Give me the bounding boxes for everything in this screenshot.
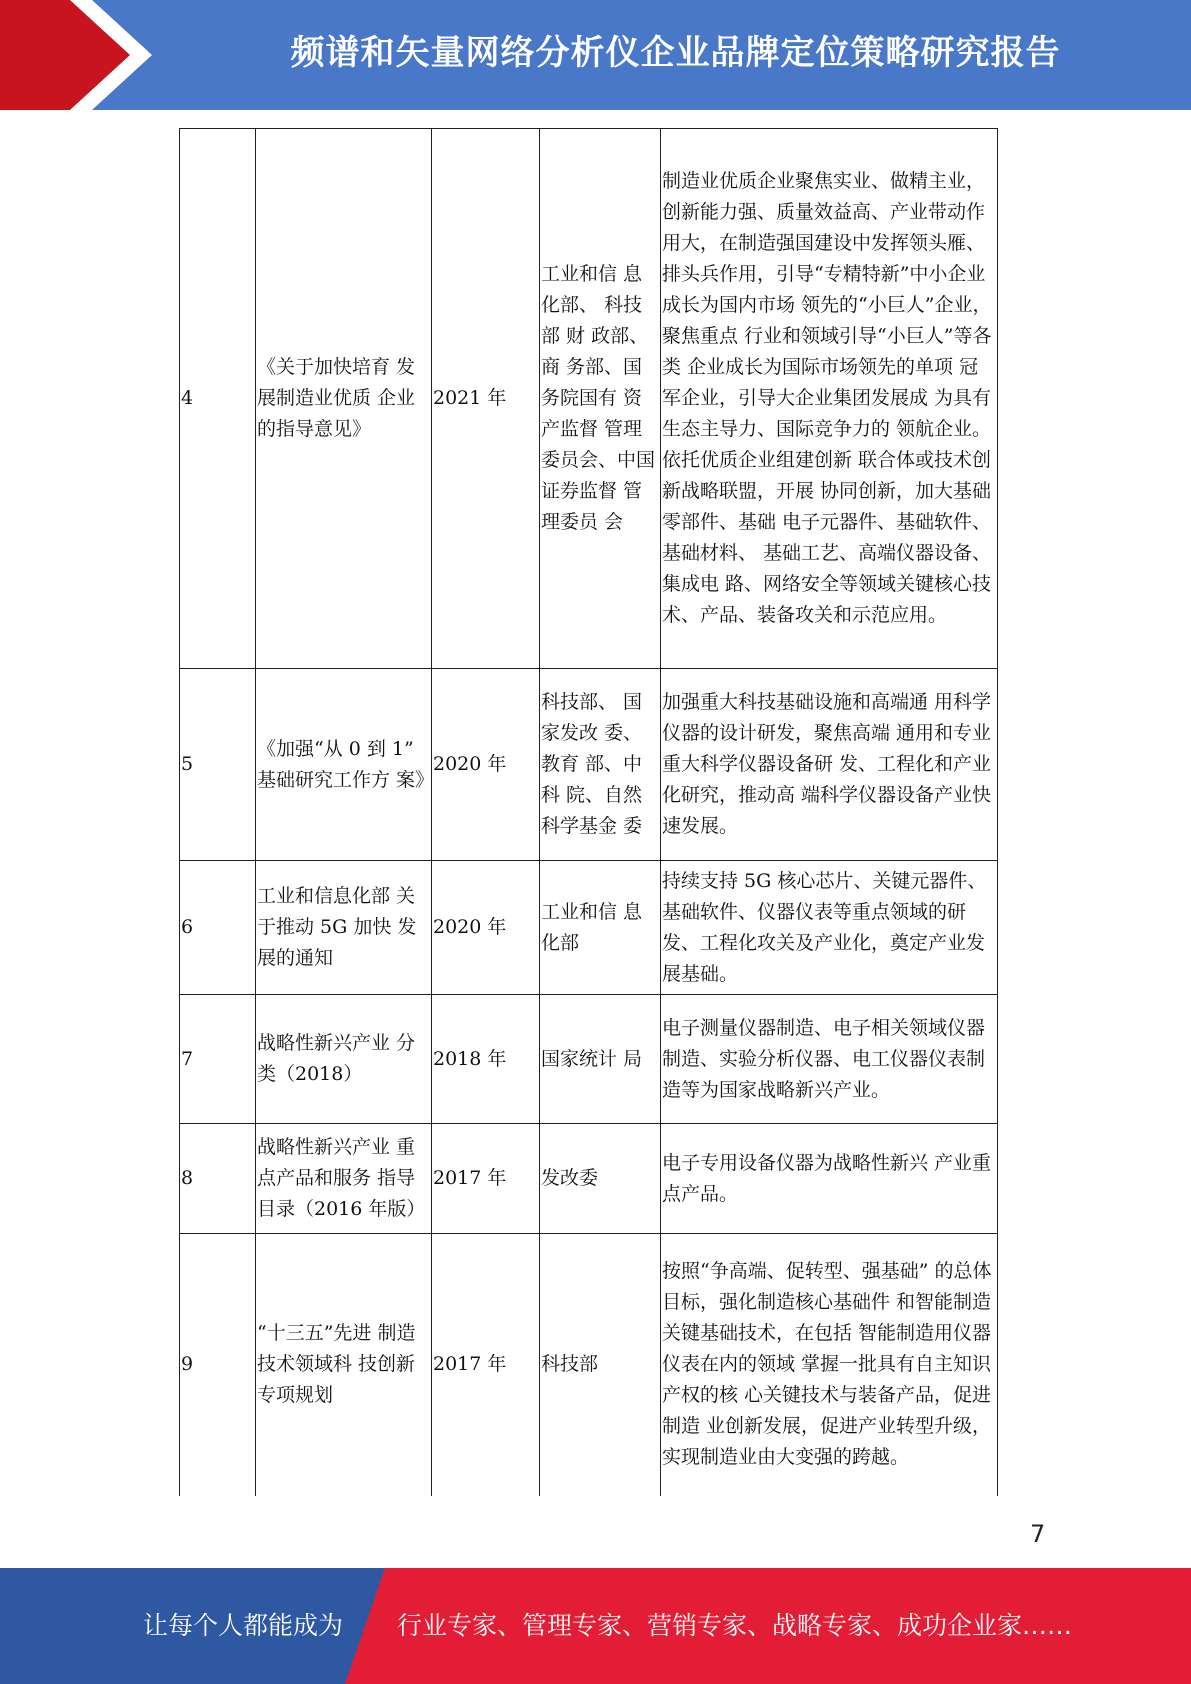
policy-name: 战略性新兴产业 分类（2018） — [256, 995, 432, 1124]
row-number: 4 — [180, 129, 256, 669]
table-row — [180, 669, 998, 861]
issuing-department: 科技部 — [540, 1234, 661, 1496]
policy-content: 加强重大科技基础设施和高端通 用科学仪器的设计研发，聚焦高端 通用和专业重大科学仪器设备研 发、工程化和产业化研究，推动高 端科学仪器设备产业快速发展。 — [661, 669, 998, 861]
issuing-department: 国家统计 局 — [540, 995, 661, 1124]
policy-year: 2021 年 — [432, 129, 540, 669]
policy-content: 按照“争高端、促转型、强基础” 的总体目标，强化制造核心基础件 和智能制造关键基础技术，在包括 智能制造用仪器仪表在内的领域 掌握一批具有自主知识产权的核 心关键技术与装备产品，促进制造 业创新发展，促进产业转型升级， 实现制造业由大变强的跨越。 — [661, 1234, 998, 1496]
policy-year: 2020 年 — [432, 861, 540, 995]
policy-year: 2018 年 — [432, 995, 540, 1124]
policy-year: 2017 年 — [432, 1124, 540, 1234]
issuing-department: 发改委 — [540, 1124, 661, 1234]
policy-content: 电子专用设备仪器为战略性新兴 产业重点产品。 — [661, 1124, 998, 1234]
policy-name: “十三五”先进 制造技术领域科 技创新专项规划 — [256, 1234, 432, 1496]
table-row — [180, 995, 998, 1124]
table-row — [180, 1124, 998, 1234]
issuing-department: 工业和信 息化部、 科技部 财 政部、商 务部、国 务院国有 资产监督 管理委员会、中国 证券监督 管理委员 会 — [540, 129, 661, 669]
policy-content: 制造业优质企业聚焦实业、做精主业，创新能力强、质量效益高、产业带动作用大，在制造强国建设中发挥领头雁、排头兵作用，引导“专精特新”中小企业成长为国内市场 领先的“小巨人”企业，聚焦重点 行业和领域引导“小巨人”等各类 企业成长为国际市场领先的单项 冠军企业，引导大企业集团发展成 为具有生态主导力、国际竞争力的 领航企业。依托优质企业组建创新 联合体或技术创新战略联盟，开展 协同创新，加大基础零部件、基础 电子元器件、基础软件、基础材料、 基础工艺、高端仪器设备、集成电 路、网络安全等领域关键核心技 术、产品、装备攻关和示范应用。 — [661, 129, 998, 669]
policy-name: 《关于加快培育 发展制造业优质 企业的指导意见》 — [256, 129, 432, 669]
policy-name: 《加强“从 0 到 1” 基础研究工作方 案》 — [256, 669, 432, 861]
issuing-department: 工业和信 息化部 — [540, 861, 661, 995]
row-number: 9 — [180, 1234, 256, 1496]
footer-slogan-right: 行业专家、管理专家、营销专家、战略专家、成功企业家…… — [397, 1611, 1073, 1640]
policy-content: 电子测量仪器制造、电子相关领域仪器制造、实验分析仪器、电工仪器仪表制造等为国家战略新兴产业。 — [661, 995, 998, 1124]
policy-content: 持续支持 5G 核心芯片、关键元器件、基础软件、仪器仪表等重点领域的研发、工程化攻关及产业化，奠定产业发展基础。 — [661, 861, 998, 995]
table-row — [180, 861, 998, 995]
policy-year: 2017 年 — [432, 1234, 540, 1496]
table-row — [180, 129, 998, 669]
footer-slogan-left: 让每个人都能成为 — [143, 1611, 344, 1640]
row-number: 6 — [180, 861, 256, 995]
report-title: 频谱和矢量网络分析仪企业品牌定位策略研究报告 — [290, 33, 1061, 73]
row-number: 8 — [180, 1124, 256, 1234]
row-number: 7 — [180, 995, 256, 1124]
policy-name: 工业和信息化部 关于推动 5G 加快 发展的通知 — [256, 861, 432, 995]
page-number: 7 — [1030, 1520, 1046, 1548]
policy-year: 2020 年 — [432, 669, 540, 861]
policy-name: 战略性新兴产业 重点产品和服务 指导目录（2016 年版） — [256, 1124, 432, 1234]
row-number: 5 — [180, 669, 256, 861]
policy-table — [179, 128, 998, 1496]
table-row — [180, 1234, 998, 1496]
issuing-department: 科技部、 国家发改 委、教育 部、中科 院、自然 科学基金 委 — [540, 669, 661, 861]
